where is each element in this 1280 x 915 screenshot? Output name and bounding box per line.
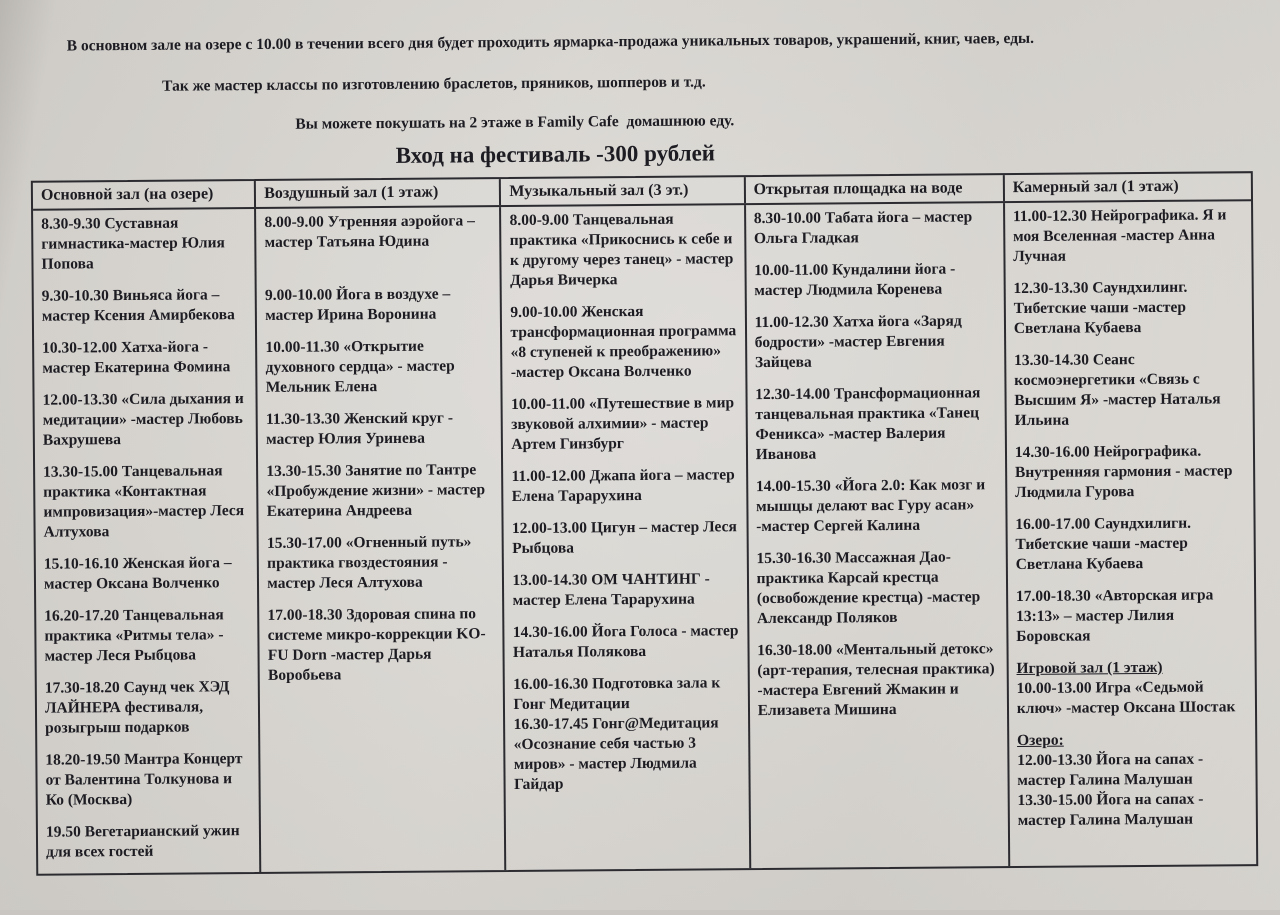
column-cell-0: [33, 209, 261, 874]
event-entry: 11.00-12.30 Нейрографика. Я и моя Вселенная -мастер Анна Лучная: [1012, 206, 1227, 266]
event-entry: 19.50 Вегетарианский ужин для всех гостей: [45, 822, 240, 861]
event-entry: 9.00-10.00 Женская трансформационная программа «8 ступеней к преображению» -мастер Оксана Волченко: [510, 302, 737, 382]
event-entry: 16.30-17.45 Гонг@Медитация «Осознание себя частью 3 миров» - мастер Людмила Гайдар: [513, 714, 719, 793]
column-header-1: Воздушный зал (1 этаж): [256, 179, 501, 207]
entry-price-title: Вход на фестиваль -300 рублей: [395, 140, 716, 168]
event-entry: 8.30-9.30 Суставная гимнастика-мастер Юлия Попова: [41, 214, 225, 273]
intro-section: [0, 27, 1278, 172]
event-entry: 12.00-13.00 Цигун – мастер Леся Рыбцова: [511, 518, 737, 558]
event-entry: 11.00-12.00 Джапа йога – мастер Елена Тарарухина: [511, 466, 735, 506]
event-entry: 17.30-18.20 Саунд чек ХЭД ЛАЙНЕРА фестиваля, розыгрыш подарков: [44, 678, 230, 737]
column-header-0: Основной зал (на озере): [33, 181, 256, 209]
event-entry: 16.00-17.00 Саундхилигн. Тибетские чаши -мастер Светлана Кубаева: [1015, 514, 1192, 574]
event-entry: 13.00-14.30 ОМ ЧАНТИНГ - мастер Елена Тарарухина: [512, 570, 710, 610]
column-cell-3: [746, 203, 1010, 868]
column-cell-4: [1005, 201, 1256, 866]
event-entry: 11.30-13.30 Женский круг - мастер Юлия Уринева: [265, 409, 454, 448]
intro-line-masterclasses: Так же мастер классы по изготовлению браслетов, пряников, шопперов и т.д.: [162, 73, 706, 95]
section-subheader: Озеро:: [1016, 731, 1064, 750]
event-entry: 9.30-10.30 Виньяса йога – мастер Ксения Амирбекова: [41, 286, 235, 325]
event-entry: 16.30-18.00 «Ментальный детокс» (арт-терапия, телесная практика) -мастера Евгений Жмакин и Елизавета Мишина: [757, 640, 995, 720]
section-subheader: Игровой зал (1 этаж): [1016, 658, 1163, 678]
event-entry: 16.00-16.30 Подготовка зала к Гонг Медитации: [513, 674, 721, 714]
event-entry: 10.00-11.30 «Открытие духовного сердца» - мастер Мельник Елена: [265, 337, 455, 396]
event-entry: 12.00-13.30 Йога на сапах - мастер Галина Малушан: [1017, 750, 1204, 790]
event-entry: 8.00-9.00 Утренняя аэройога – мастер Татьяна Юдина: [264, 212, 475, 251]
event-entry: 15.30-16.30 Массажная Дао-практика Карсай крестца (освобождение крестца) -мастер Александр Поляков: [756, 548, 981, 628]
event-entry: 17.00-18.30 Здоровая спина по системе микро-коррекции KO-FU Dorn -мастер Дарья Воробьева: [267, 605, 486, 684]
schedule-table: [31, 171, 1258, 876]
column-header-4: Камерный зал (1 этаж): [1012, 177, 1179, 197]
column-cell-1: [256, 207, 506, 872]
event-entry: 12.30-14.00 Трансформационная танцевальная практика «Танец Феникса» -мастер Валерия Иванова: [755, 384, 981, 464]
event-entry: 13.30-15.00 Танцевальная практика «Контактная импровизация»-мастер Леся Алтухова: [43, 462, 245, 541]
intro-line-fair: В основном зале на озере с 10.00 в течении всего дня будет проходить ярмарка-продажа уникальных товаров, украшений, книг, чаев, еды.: [66, 29, 1035, 55]
column-cell-2: [502, 205, 751, 870]
event-entry: 14.30-16.00 Нейрографика. Внутренняя гармония - мастер Людмила Гурова: [1014, 442, 1233, 502]
event-entry: 10.00-11.00 Кундалини йога - мастер Людмила Коренева: [754, 260, 956, 300]
event-entry: 18.20-19.50 Мантра Концерт от Валентина Толкунова и Ко (Москва): [45, 750, 243, 809]
event-entry: 13.30-15.00 Йога на сапах - мастер Галина Малушан: [1017, 790, 1204, 830]
intro-line-cafe: Вы можете покушать на 2 этаже в Family Cafe домашнюю еду.: [295, 112, 735, 133]
column-header-2: Музыкальный зал (3 эт.): [501, 177, 745, 205]
event-entry: 8.30-10.00 Табата йога – мастер Ольга Гладкая: [753, 208, 973, 248]
event-entry: 16.20-17.20 Танцевальная практика «Ритмы тела» - мастер Леся Рыбцова: [44, 606, 224, 665]
event-entry: 15.30-17.00 «Огненный путь» практика гвоздестояния - мастер Леся Алтухова: [266, 533, 472, 592]
event-entry: 10.00-11.00 «Путешествие в мир звуковой алхимии» - мастер Артем Гинзбург: [510, 394, 735, 454]
event-entry: 13.30-14.30 Сеанс космоэнергетики «Связь с Высшим Я» -мастер Наталья Ильина: [1013, 351, 1221, 430]
event-entry: 10.30-12.00 Хатха-йога - мастер Екатерина Фомина: [42, 338, 231, 377]
event-entry: 12.30-13.30 Саундхилинг. Тибетские чаши -мастер Светлана Кубаева: [1013, 278, 1188, 338]
event-entry: 10.00-13.00 Игра «Седьмой ключ» -мастер Оксана Шостак: [1016, 678, 1236, 718]
event-entry: 17.00-18.30 «Авторская игра 13:13» – мастер Лилия Боровская: [1015, 586, 1214, 646]
event-entry: 12.00-13.30 «Сила дыхания и медитации» -мастер Любовь Вахрушева: [42, 390, 244, 449]
event-entry: 13.30-15.30 Занятие по Тантре «Пробуждение жизни» - мастер Екатерина Андреева: [266, 461, 486, 520]
event-entry: 11.00-12.30 Хатха йога «Заряд бодрости» -мастер Евгения Зайцева: [754, 312, 962, 372]
event-entry: 9.00-10.00 Йога в воздухе – мастер Ирина Воронина: [264, 285, 451, 324]
column-header-3: Открытая площадка на воде: [745, 175, 1004, 203]
event-entry: 14.00-15.30 «Йога 2.0: Как мозг и мышцы делают вас Гуру асан» -мастер Сергей Калина: [755, 476, 986, 536]
event-entry: 8.00-9.00 Танцевальная практика «Прикоснись к себе и к другому через танец» - мастер Дарья Вичерка: [509, 210, 734, 290]
table-body-row: [33, 201, 1256, 874]
event-entry: 15.10-16.10 Женская йога – мастер Оксана Волченко: [43, 554, 232, 593]
event-entry: 14.30-16.00 Йога Голоса - мастер Наталья Полякова: [512, 622, 739, 662]
